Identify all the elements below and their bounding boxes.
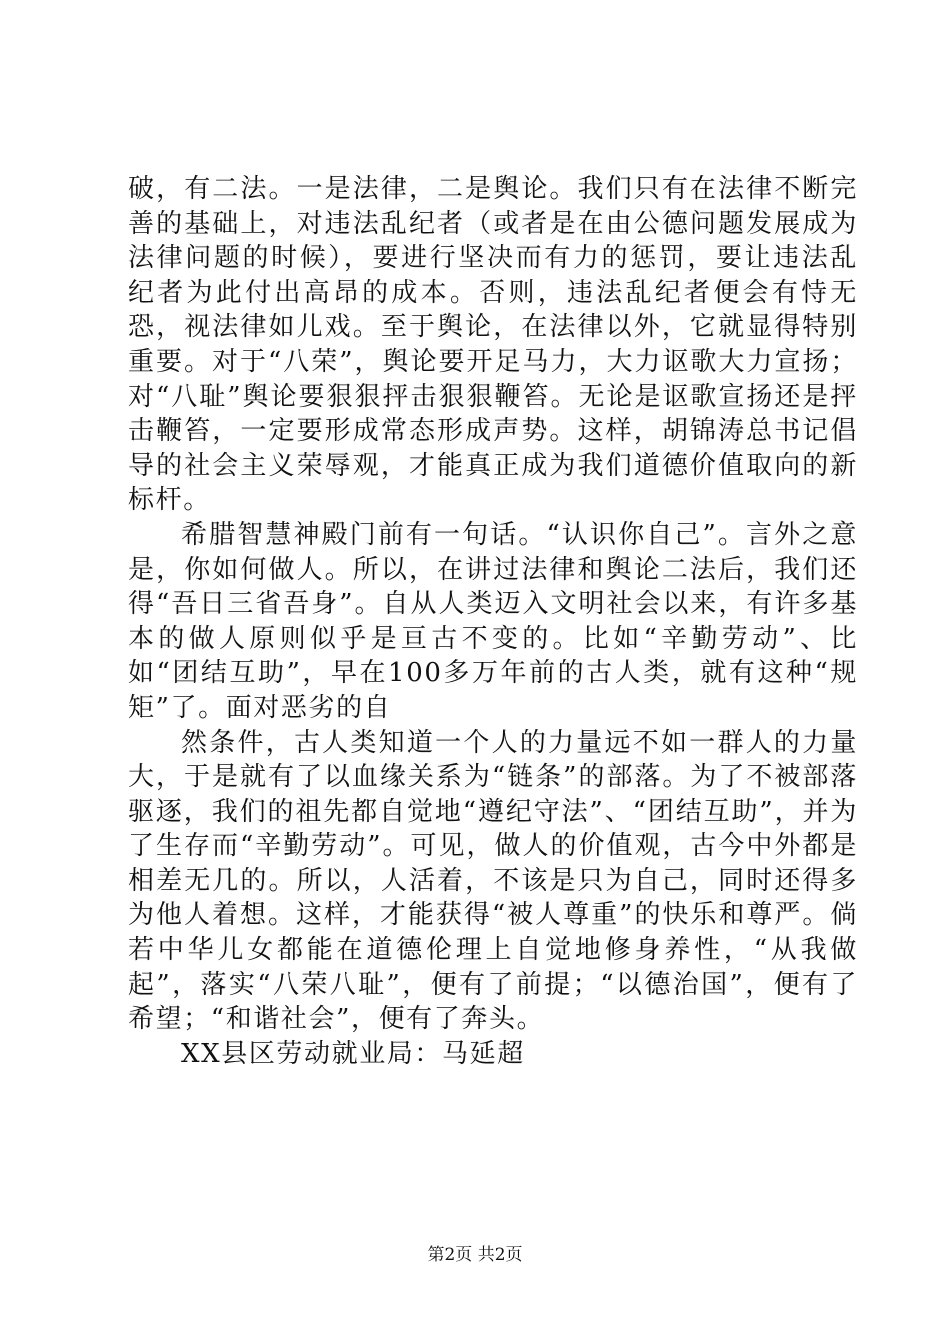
page-number-label: 第2页 共2页 [427,1245,523,1265]
page-footer [0,1244,950,1266]
paragraph-1: 破，有二法。一是法律，二是舆论。我们只有在法律不断完善的基础上，对违法乱纪者（或者是在由公德问题发展成为法律问题的时候），要进行坚决而有力的惩罚，要让违法乱纪者为此付出高昂的成本。否则，违法乱纪者便会有恃无恐，视法律如儿戏。至于舆论，在法律以外，它就显得特别重要。对于“八荣”，舆论要开足马力，大力讴歌大力宣扬；对“八耻”舆论要狠狠抨击狠狠鞭笞。无论是讴歌宣扬还是抨击鞭笞，一定要形成常态形成声势。这样，胡锦涛总书记倡导的社会主义荣辱观，才能真正成为我们道德价值取向的新标杆。 [128,174,858,516]
document-body [128,172,858,1071]
paragraph-2: 希腊智慧神殿门前有一句话。“认识你自己”。言外之意是，你如何做人。所以，在讲过法律和舆论二法后，我们还得“吾日三省吾身”。自从人类迈入文明社会以来，有许多基本的做人原则似乎是亘古不变的。比如“辛勤劳动”、比如“团结互助”，早在100多万年前的古人类，就有这种“规矩”了。面对恶劣的自 [128,519,858,723]
author-signature: XX县区劳动就业局：马延超 [181,1038,525,1069]
paragraph-3: 然条件，古人类知道一个人的力量远不如一群人的力量大，于是就有了以血缘关系为“链条”的部落。为了不被部落驱逐，我们的祖先都自觉地“遵纪守法”、“团结互助”，并为了生存而“辛勤劳动”。可见，做人的价值观，古今中外都是相差无几的。所以，人活着，不该是只为自己，同时还得多为他人着想。这样，才能获得“被人尊重”的快乐和尊严。倘若中华儿女都能在道德伦理上自觉地修身养性，“从我做起”，落实“八荣八耻”，便有了前提；“以德治国”，便有了希望；“和谐社会”，便有了奔头。 [128,727,858,1035]
